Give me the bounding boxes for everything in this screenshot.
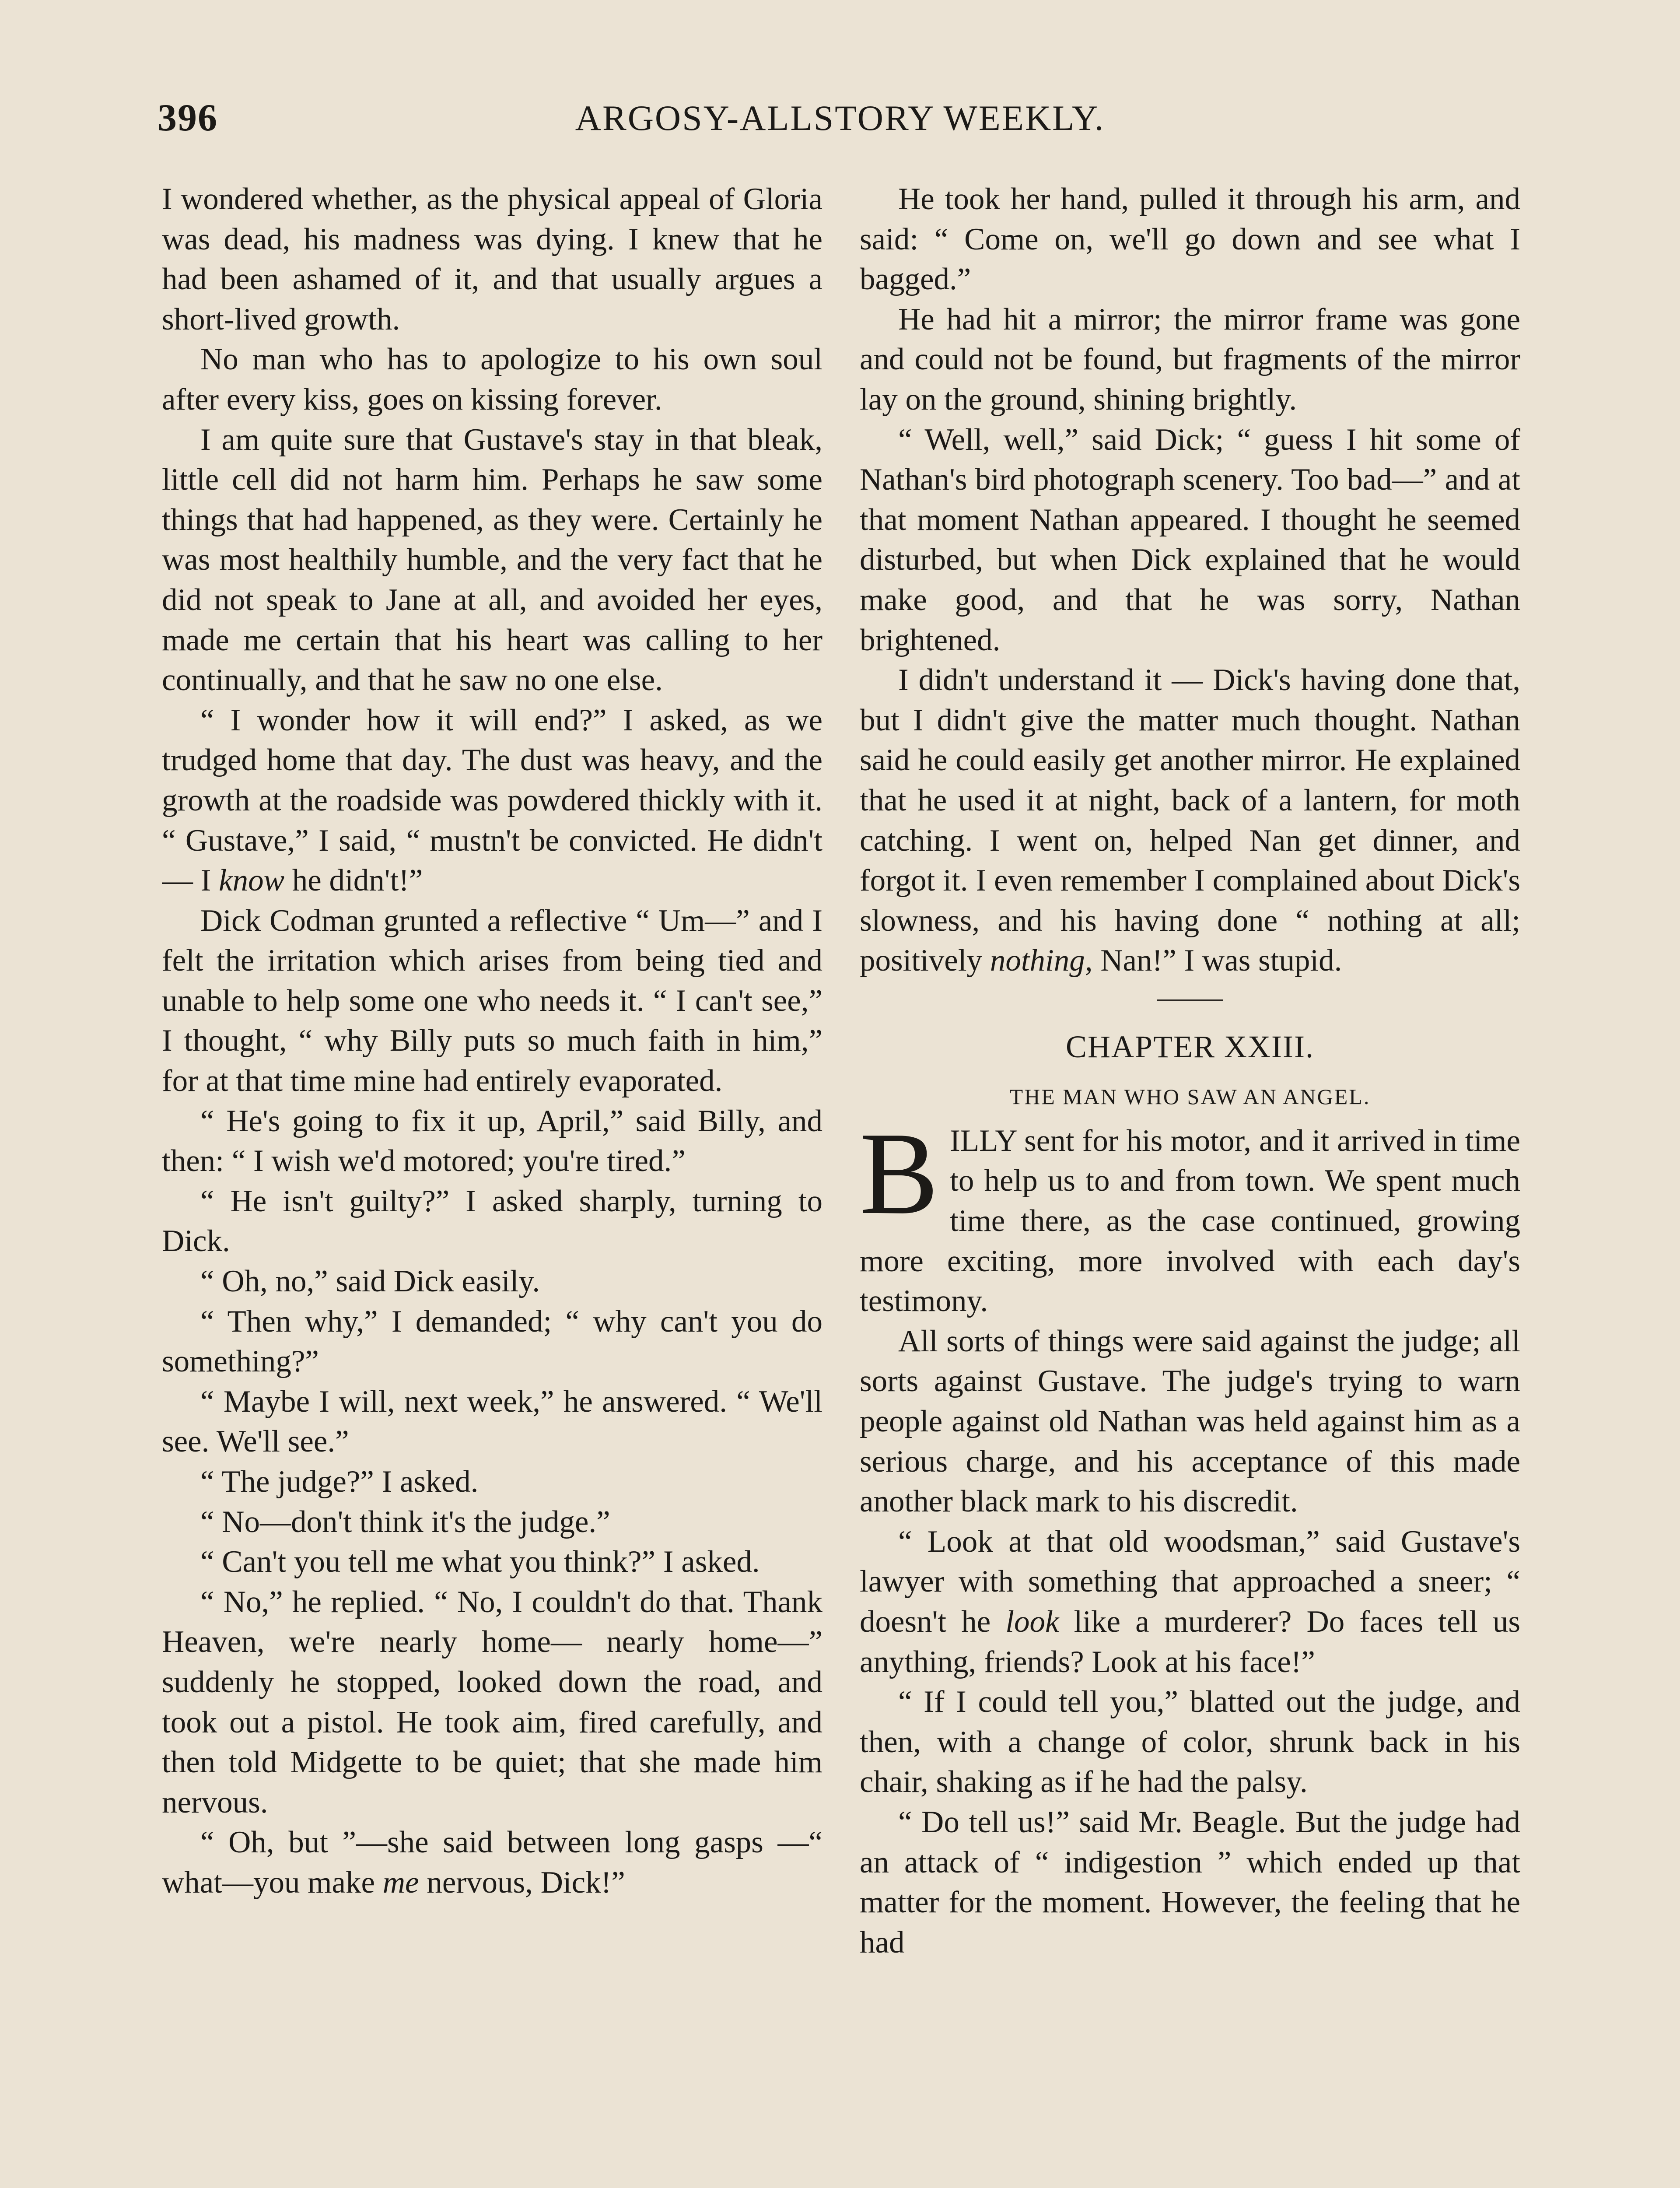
paragraph: “ Look at that old woodsman,” said Gustave's lawyer with something that approached a sneer; “ doesn't he look like a murderer? Do faces tell us anything, friends? Look at his face!” bbox=[860, 1524, 1520, 1679]
paragraph: “ Can't you tell me what you think?” I asked. bbox=[200, 1545, 760, 1579]
page-header bbox=[158, 94, 1522, 151]
paragraph: “ He isn't guilty?” I asked sharply, turning to Dick. bbox=[162, 1184, 822, 1259]
paragraph: I am quite sure that Gustave's stay in that bleak, little cell did not harm him. Perhaps he saw some things that had happened, as they were. Certainly he was most healthily humble, and the very fact that he did not speak to Jane at all, and avoided her eyes, made me certain that his heart was calling to her continually, and that he saw no one else. bbox=[162, 422, 822, 698]
paragraph: “ Do tell us!” said Mr. Beagle. But the judge had an attack of “ indigestion ” which ended up that matter for the moment. However, the feeling that he had bbox=[860, 1805, 1520, 1960]
left-column bbox=[162, 179, 822, 2188]
paragraph: “ I wonder how it will end?” I asked, as we trudged home that day. The dust was heavy, and the growth at the roadside was powdered thickly with it. “ Gustave,” I said, “ mustn't be convicted. He didn't— I know he didn't!” bbox=[162, 703, 822, 898]
emphasis: me bbox=[382, 1865, 419, 1900]
paragraph: “ The judge?” I asked. bbox=[200, 1465, 479, 1499]
page-number: 396 bbox=[158, 97, 218, 139]
paragraph: All sorts of things were said against the judge; all sorts against Gustave. The judge's trying to warn people against old Nathan was held against him as a serious charge, and his acceptance of this made another black mark to his discredit. bbox=[860, 1324, 1520, 1519]
paragraph: “ He's going to fix it up, April,” said Billy, and then: “ I wish we'd motored; you're tired.” bbox=[162, 1104, 822, 1178]
opening-paragraph: BILLY sent for his motor, and it arrived in time to help us to and from town. We spent much time there, as the case continued, growing more exciting, more involved with each day's testimony. bbox=[860, 1108, 1520, 1318]
paragraph: “ No,” he replied. “ No, I couldn't do that. Thank Heaven, we're nearly home— nearly home—” suddenly he stopped, looked down the road, and took out a pistol. He took aim, fired carefully, and then told Midgette to be quiet; that she made him nervous. bbox=[162, 1585, 822, 1820]
paragraph: “ Oh, but ”—she said between long gasps —“ what—you make me nervous, Dick!” bbox=[162, 1825, 822, 1900]
paragraph: He had hit a mirror; the mirror frame was gone and could not be found, but fragments of the mirror lay on the ground, shining brightly. bbox=[860, 302, 1520, 417]
paragraph: “ Oh, no,” said Dick easily. bbox=[200, 1264, 540, 1299]
paragraph: “ Well, well,” said Dick; “ guess I hit some of Nathan's bird photograph scenery. Too bad—” and at that moment Nathan appeared. I thought he seemed disturbed, but when Dick explained that he would make good, and that he was sorry, Nathan brightened. bbox=[860, 422, 1520, 657]
emphasis: nothing, bbox=[990, 943, 1093, 978]
chapter-title: CHAPTER XXIII. bbox=[1066, 1029, 1314, 1064]
emphasis: know bbox=[219, 863, 285, 898]
running-head: ARGOSY-ALLSTORY WEEKLY. bbox=[575, 98, 1105, 138]
section-divider bbox=[1157, 999, 1223, 1001]
paragraph: He took her hand, pulled it through his arm, and said: “ Come on, we'll go down and see what I bagged.” bbox=[860, 182, 1520, 297]
paragraph: Dick Codman grunted a reflective “ Um—” and I felt the irritation which arises from being tied and unable to help some one who needs it. “ I can't see,” I thought, “ why Billy puts so much faith in him,” for at that time mine had entirely evaporated. bbox=[162, 903, 822, 1098]
paragraph: I didn't understand it — Dick's having done that, but I didn't give the matter much thought. Nathan said he could easily get another mirror. He explained that he used it at night, back of a lantern, for moth catching. I went on, helped Nan get dinner, and forgot it. I even remember I complained about Dick's slowness, and his having done “ nothing at all; positively nothing, Nan!” I was stupid. bbox=[860, 663, 1520, 978]
emphasis: look bbox=[1005, 1605, 1059, 1639]
paragraph: I wondered whether, as the physical appeal of Gloria was dead, his madness was dying. I knew that he had been ashamed of it, and that usually argues a short-lived growth. bbox=[162, 182, 822, 337]
chapter-subtitle: THE MAN WHO SAW AN ANGEL. bbox=[1009, 1084, 1371, 1109]
paragraph: “ No—don't think it's the judge.” bbox=[200, 1504, 610, 1539]
drop-cap: B bbox=[860, 1108, 939, 1239]
paragraph: “ Then why,” I demanded; “ why can't you do something?” bbox=[162, 1304, 822, 1379]
paragraph: “ If I could tell you,” blatted out the judge, and then, with a change of color, shrunk back in his chair, shaking as if he had the palsy. bbox=[860, 1685, 1520, 1799]
right-column bbox=[860, 179, 1520, 2188]
paragraph: No man who has to apologize to his own soul after every kiss, goes on kissing forever. bbox=[162, 342, 822, 417]
paragraph: “ Maybe I will, next week,” he answered. “ We'll see. We'll see.” bbox=[162, 1384, 822, 1459]
